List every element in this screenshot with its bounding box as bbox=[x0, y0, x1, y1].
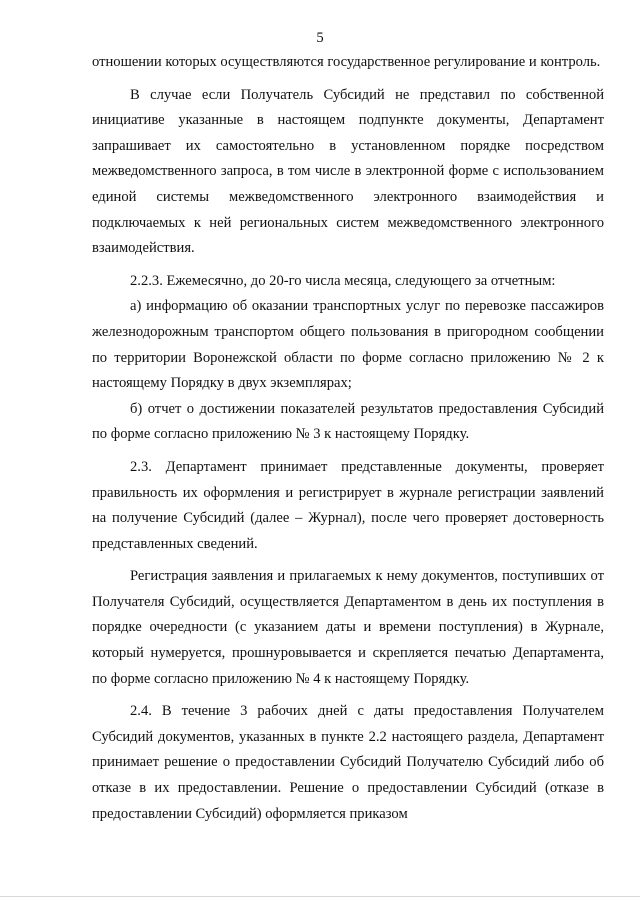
paragraph-7: Регистрация заявления и прилагаемых к нему документов, поступивших от Получателя Субсидий, осуществляется Департаментом в день их поступления в порядке очередности (с указанием даты и времени поступления) в Журнале, который нумеруется, прошнуровывается и скрепляется печатью Департамента, по форме согласно приложению № 4 к настоящему Порядку. bbox=[92, 568, 604, 687]
paragraph-1: отношении которых осуществляются государственное регулирование и контроль. bbox=[92, 54, 601, 70]
paragraph-5: б) отчет о достижении показателей результатов предоставления Субсидий по форме согласно приложению № 3 к настоящему Порядку. bbox=[92, 400, 604, 443]
paragraph-2: В случае если Получатель Субсидий не представил по собственной инициативе указанные в настоящем подпункте документы, Департамент запрашивает их самостоятельно в установленном порядке посредством межведомственного запроса, в том числе в электронной форме с использованием единой системы межведомственного электронного взаимодействия и подключаемых к ней региональных систем межведомственного электронного взаимодействия. bbox=[92, 86, 604, 257]
document-body bbox=[92, 50, 604, 827]
page-number: 5 bbox=[316, 30, 324, 46]
paragraph-4: а) информацию об оказании транспортных услуг по перевозке пассажиров железнодорожным транспортом общего пользования в пригородном сообщении по территории Воронежской области по форме согласно приложению № 2 к настоящему Порядку в двух экземплярах; bbox=[92, 298, 604, 392]
paragraph-8: 2.4. В течение 3 рабочих дней с даты предоставления Получателем Субсидий документов, указанных в пункте 2.2 настоящего раздела, Департамент принимает решение о предоставлении Субсидий Получателю Субсидий либо об отказе в их предоставлении. Решение о предоставлении Субсидий (отказе в предоставлении Субсидий) оформляется приказом bbox=[92, 703, 604, 822]
paragraph-6: 2.3. Департамент принимает представленные документы, проверяет правильность их оформления и регистрирует в журнале регистрации заявлений на получение Субсидий (далее – Журнал), после чего проверяет достоверность представленных сведений. bbox=[92, 458, 604, 552]
paragraph-3: 2.2.3. Ежемесячно, до 20-го числа месяца, следующего за отчетным: bbox=[130, 272, 556, 289]
page-edge-divider bbox=[0, 896, 640, 897]
